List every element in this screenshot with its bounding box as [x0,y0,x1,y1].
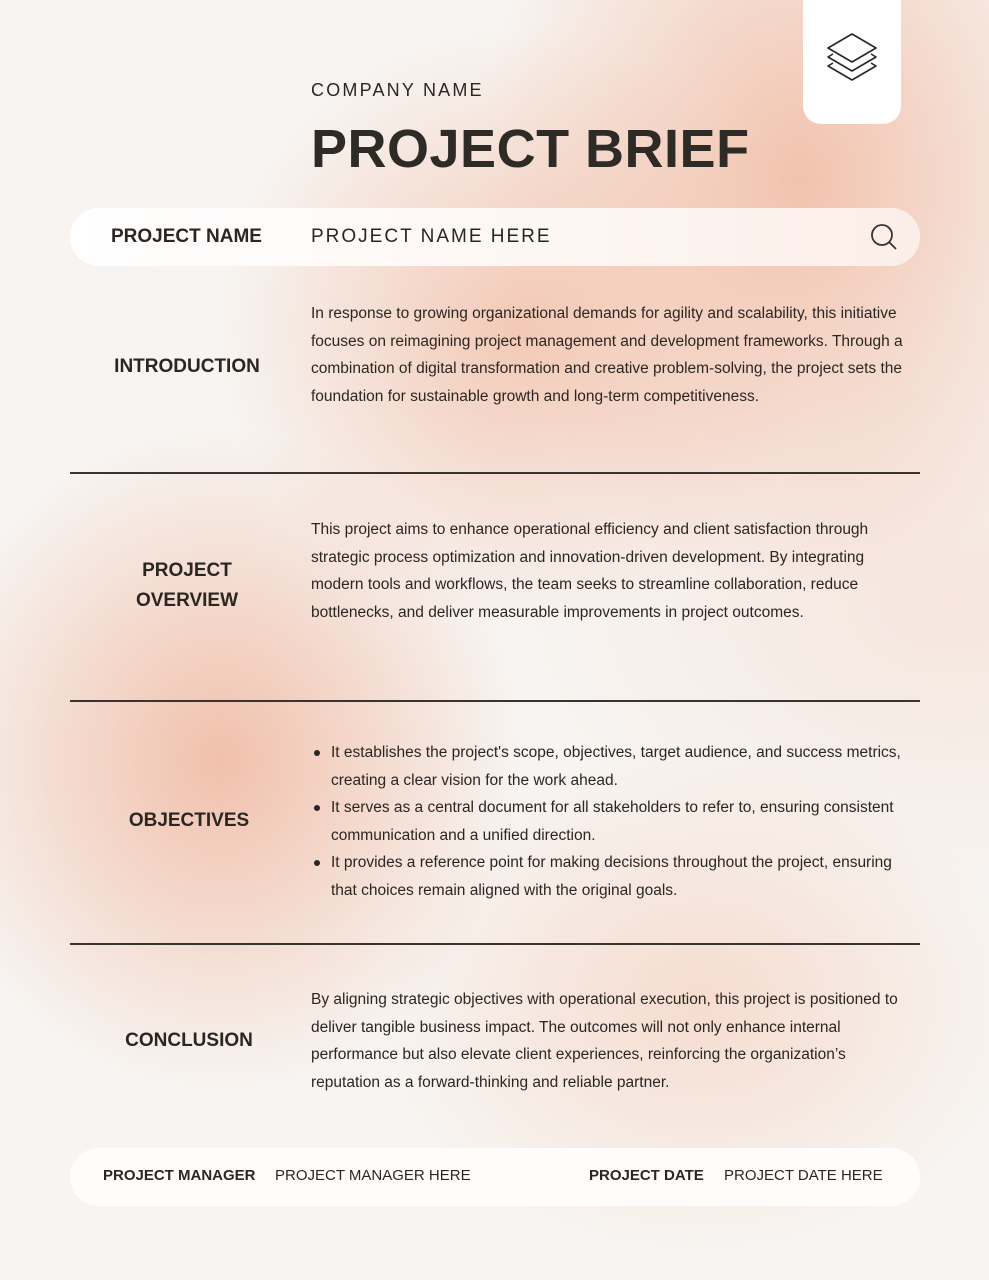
divider [70,943,920,945]
section-label: INTRODUCTION [114,356,260,377]
objectives-list [311,739,911,904]
list-item: It provides a reference point for making decisions throughout the project, ensuring that choices remain aligned with the original goals. [311,849,911,904]
project-name-value: PROJECT NAME HERE [311,226,552,247]
project-name-label: PROJECT NAME [111,226,262,247]
divider [70,700,920,702]
date-value: PROJECT DATE HERE [724,1167,883,1184]
list-item: It establishes the project's scope, objectives, target audience, and success metrics, creating a clear vision for the work ahead. [311,739,911,794]
divider [70,472,920,474]
layers-icon [825,30,879,84]
logo-tab [803,0,901,124]
section-body: By aligning strategic objectives with operational execution, this project is positioned to deliver tangible business impact. The outcomes will not only enhance internal performance but also elevate client experiences, reinforcing the organization’s reputation as a forward-thinking and reliable partner. [311,991,898,1091]
date-label: PROJECT DATE [589,1167,704,1184]
footer-bar [70,1148,920,1206]
section-label: PROJECT OVERVIEW [135,560,239,611]
section-body: In response to growing organizational demands for agility and scalability, this initiative focuses on reimagining project management and development frameworks. Through a combination of digital transformation and creative problem-solving, the project sets the foundation for sustainable growth and long-term competitiveness. [311,305,903,405]
company-name: COMPANY NAME [311,80,484,100]
list-item: It serves as a central document for all stakeholders to refer to, ensuring consistent communication and a unified direction. [311,794,911,849]
section-label: CONCLUSION [125,1030,253,1051]
manager-label: PROJECT MANAGER [103,1167,256,1184]
search-icon[interactable] [870,223,898,251]
page-title: PROJECT BRIEF [311,119,750,179]
project-name-bar [70,208,920,266]
section-label: OBJECTIVES [128,810,250,831]
manager-value: PROJECT MANAGER HERE [275,1167,471,1184]
section-body: This project aims to enhance operational efficiency and client satisfaction through strategic process optimization and innovation-driven development. By integrating modern tools and workflows, the team seeks to streamline collaboration, reduce bottlenecks, and deliver measurable improvements in project outcomes. [311,521,869,621]
